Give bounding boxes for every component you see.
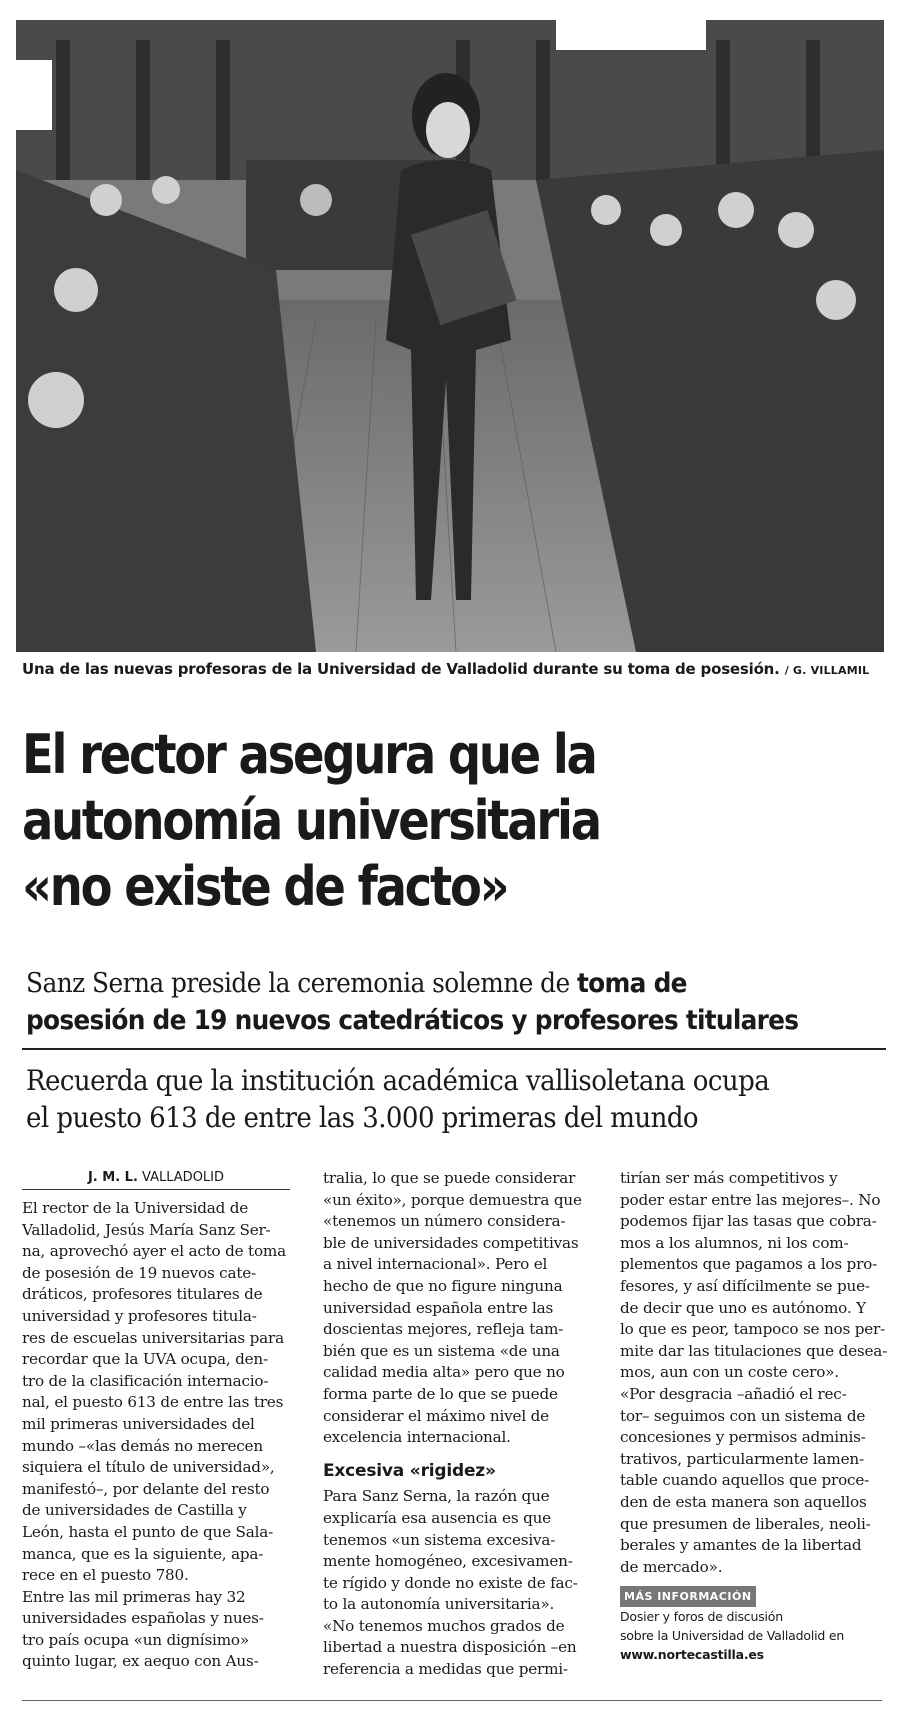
article-column-3 <box>620 1168 890 1664</box>
article-line: de posesión de 19 nuevos cate- <box>22 1263 256 1282</box>
article-line: Para Sanz Serna, la razón que <box>323 1487 550 1506</box>
article-line: hecho de que no figure ninguna <box>323 1276 563 1295</box>
column-text <box>620 1168 890 1578</box>
subheadline <box>26 965 826 1039</box>
more-info-box <box>620 1578 890 1664</box>
more-info-line: sobre la Universidad de Valladolid en <box>620 1628 845 1644</box>
article-line: dráticos, profesores titulares de <box>22 1285 263 1304</box>
byline <box>22 1170 290 1190</box>
article-line: que presumen de liberales, neoli- <box>620 1514 871 1533</box>
article-line: libertad a nuestra disposición –en <box>323 1638 577 1657</box>
more-info-tag: MÁS INFORMACIÓN <box>620 1586 756 1607</box>
article-line: bién que es un sistema «de una <box>323 1341 560 1360</box>
article-line: manca, que es la siguiente, apa- <box>22 1544 264 1563</box>
byline-author: J. M. L. <box>87 1170 138 1185</box>
article-line: mos a los alumnos, ni los com- <box>620 1233 849 1252</box>
divider <box>22 1048 886 1050</box>
byline-place: VALLADOLID <box>142 1170 225 1185</box>
article-line: mite dar las titulaciones que desea- <box>620 1341 888 1360</box>
article-line: de universidades de Castilla y <box>22 1501 247 1520</box>
article-line: universidad y profesores titula- <box>22 1306 257 1325</box>
article-line: manifestó–, por delante del resto <box>22 1479 270 1498</box>
caption-text: Una de las nuevas profesoras de la Universidad de Valladolid durante su toma de posesión. <box>22 660 780 678</box>
article-line: mos, aun con un coste cero». <box>620 1363 839 1382</box>
article-line: explicaría esa ausencia es que <box>323 1508 551 1527</box>
article-line: calidad media alta» pero que no <box>323 1363 565 1382</box>
article-line: de decir que uno es autónomo. Y <box>620 1298 866 1317</box>
news-photo <box>16 20 884 652</box>
photo-credit: / G. VILLAMIL <box>784 664 870 677</box>
article-line: excelencia internacional. <box>323 1428 511 1447</box>
more-info-link[interactable]: www.nortecastilla.es <box>620 1647 764 1663</box>
article-line: tenemos «un sistema excesiva- <box>323 1530 556 1549</box>
divider <box>22 1700 882 1701</box>
article-line: fesores, y así difícilmente se pue- <box>620 1276 870 1295</box>
article-line: recordar que la UVA ocupa, den- <box>22 1350 268 1369</box>
article-line: Valladolid, Jesús María Sanz Ser- <box>22 1220 271 1239</box>
article-line: berales y amantes de la libertad <box>620 1536 862 1555</box>
article-line: «No tenemos muchos grados de <box>323 1616 565 1635</box>
article-line: concesiones y permisos adminis- <box>620 1428 866 1447</box>
column-text <box>22 1198 284 1673</box>
article-line: forma parte de lo que se puede <box>323 1384 558 1403</box>
subheadline-line: Recuerda que la institución académica vallisoletana ocupa <box>26 1064 770 1097</box>
headline-line: autonomía universitaria <box>22 789 600 852</box>
headline <box>22 722 770 920</box>
article-line: plementos que pagamos a los pro- <box>620 1255 878 1274</box>
second-subheadline <box>26 1062 835 1136</box>
article-line: tralia, lo que se puede considerar <box>323 1169 576 1187</box>
article-line: mil primeras universidades del <box>22 1414 255 1433</box>
article-column-2 <box>323 1168 595 1681</box>
headline-line: El rector asegura que la <box>22 723 596 786</box>
article-line: den de esta manera son aquellos <box>620 1492 867 1511</box>
article-line: tro de la clasificación internacio- <box>22 1371 269 1390</box>
article-line: tirían ser más competitivos y <box>620 1169 838 1187</box>
subheadline-bold: toma de <box>577 968 687 999</box>
article-line: referencia a medidas que permi- <box>323 1660 568 1679</box>
photo-caption <box>22 660 890 678</box>
article-line: doscientas mejores, refleja tam- <box>323 1320 564 1339</box>
article-line: poder estar entre las mejores–. No <box>620 1190 881 1209</box>
article-line: quinto lugar, ex aequo con Aus- <box>22 1652 259 1671</box>
article-line: «Por desgracia –añadió el rec- <box>620 1384 847 1403</box>
article-line: te rígido y donde no existe de fac- <box>323 1573 578 1592</box>
section-subheading: Excesiva «rigidez» <box>323 1460 496 1481</box>
article-line: siquiera el título de universidad», <box>22 1458 275 1477</box>
article-line: León, hasta el punto de que Sala- <box>22 1522 274 1541</box>
article-line: Entre las mil primeras hay 32 <box>22 1587 246 1606</box>
more-info-line: Dosier y foros de discusión <box>620 1609 783 1625</box>
article-line: a nivel internacional». Pero el <box>323 1255 548 1274</box>
headline-line: «no existe de facto» <box>22 855 508 918</box>
subheadline-bold: posesión de 19 nuevos catedráticos y profesores titulares <box>26 1005 799 1036</box>
article-line: rece en el puesto 780. <box>22 1566 189 1585</box>
article-line: «un éxito», porque demuestra que <box>323 1190 582 1209</box>
article-line: ble de universidades competitivas <box>323 1233 579 1252</box>
subheadline-line: el puesto 613 de entre las 3.000 primeras del mundo <box>26 1101 699 1134</box>
article-line: nal, el puesto 613 de entre las tres <box>22 1393 284 1412</box>
article-line: trativos, particularmente lamen- <box>620 1449 864 1468</box>
article-line: universidades españolas y nues- <box>22 1609 264 1628</box>
article-line: «tenemos un número considera- <box>323 1212 566 1231</box>
subheadline-plain: Sanz Serna preside la ceremonia solemne de <box>26 968 578 999</box>
article-line: res de escuelas universitarias para <box>22 1328 284 1347</box>
article-line: to la autonomía universitaria». <box>323 1595 555 1614</box>
article-line: El rector de la Universidad de <box>22 1199 249 1217</box>
article-line: considerar el máximo nivel de <box>323 1406 549 1425</box>
article-line: lo que es peor, tampoco se nos per- <box>620 1320 886 1339</box>
article-line: mente homogéneo, excesivamen- <box>323 1552 573 1571</box>
column-text <box>323 1168 595 1449</box>
article-line: table cuando aquellos que proce- <box>620 1471 870 1490</box>
article-line: na, aprovechó ayer el acto de toma <box>22 1242 286 1261</box>
article-line: tro país ocupa «un dignísimo» <box>22 1630 249 1649</box>
article-line: universidad española entre las <box>323 1298 554 1317</box>
article-line: mundo –«las demás no merecen <box>22 1436 263 1455</box>
article-line: podemos fijar las tasas que cobra- <box>620 1212 877 1231</box>
column-text <box>323 1486 595 1680</box>
article-line: de mercado». <box>620 1557 723 1576</box>
article-line: tor– seguimos con un sistema de <box>620 1406 866 1425</box>
article-column-1 <box>22 1198 284 1673</box>
